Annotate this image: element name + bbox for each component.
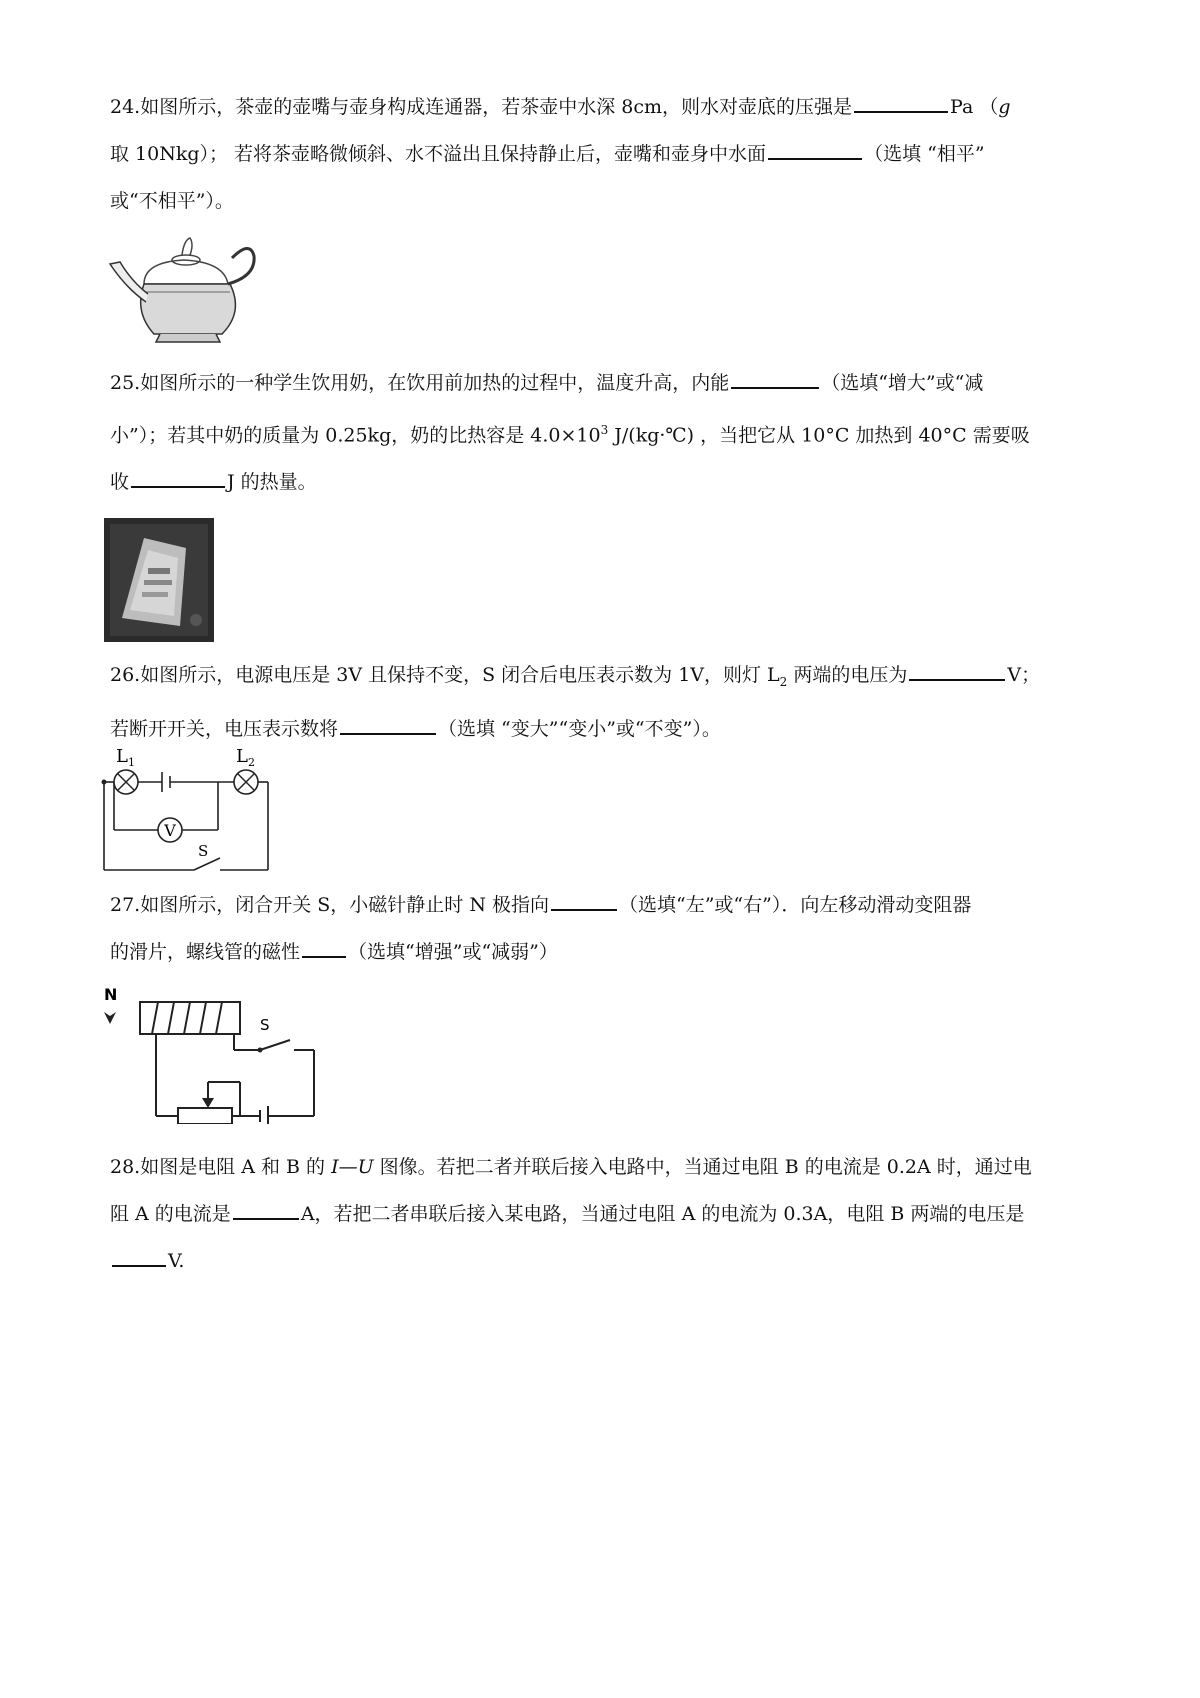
answer-blank <box>233 1196 299 1220</box>
question-26 <box>110 652 1100 753</box>
answer-blank <box>551 887 617 911</box>
answer-blank <box>340 711 436 735</box>
lamp-l1 <box>114 770 138 794</box>
answer-blank <box>768 136 862 160</box>
compass-needle-label: N <box>104 985 118 1004</box>
question-24 <box>110 84 1100 225</box>
q24-line2: 取 10Nkg）； 若将茶壶略微倾斜、水不溢出且保持静止后，壶嘴和壶身中水面 （选填 “相平” <box>110 131 1100 178</box>
q26-line2: 若断开开关，电压表示数将 （选填 “变大”“变小”或“不变”）。 <box>110 706 1100 753</box>
rheostat <box>178 1108 232 1124</box>
question-28 <box>110 1144 1100 1285</box>
switch-label: S <box>198 842 209 860</box>
compass-needle <box>104 1012 116 1024</box>
q27-line1: 27.如图所示，闭合开关 S，小磁针静止时 N 极指向 （选填“左”或“右”）．向左移动滑动变阻器 <box>110 882 1100 929</box>
answer-blank <box>112 1243 166 1267</box>
svg-text:1: 1 <box>128 756 135 769</box>
answer-blank <box>302 934 346 958</box>
question-25 <box>110 360 1100 506</box>
q28-line1: 28.如图是电阻 A 和 B 的 I—U 图像。若把二者并联后接入电路中，当通过电阻 B 的电流是 0.2A 时，通过电 <box>110 1156 1032 1178</box>
lamp-l1-label: L <box>116 746 128 767</box>
milk-bag-photo <box>104 518 214 642</box>
q25-line3: 收 J 的热量。 <box>110 459 1100 506</box>
q26-line1: 26.如图所示，电源电压是 3V 且保持不变，S 闭合后电压表示数为 1V，则灯 $L_2$ 两端的电压为 V； <box>110 652 1100 706</box>
answer-blank <box>854 89 948 113</box>
solenoid <box>140 1002 314 1124</box>
teapot-figure <box>104 222 266 354</box>
svg-text:2: 2 <box>248 756 255 769</box>
switch-label: S <box>260 1016 270 1034</box>
answer-blank <box>131 464 225 488</box>
q25-line1: 25.如图所示的一种学生饮用奶，在饮用前加热的过程中，温度升高，内能 （选填“增大”或“减 <box>110 360 1100 407</box>
answer-blank <box>909 657 1005 681</box>
q28-line2: 阻 A 的电流是 A，若把二者串联后接入某电路，当通过电阻 A 的电流为 0.3A，电阻 B 两端的电压是 <box>110 1191 1100 1238</box>
answer-blank <box>731 365 819 389</box>
q28-line3: V. <box>110 1238 1100 1285</box>
q24-line1: 24.如图所示，茶壶的壶嘴与壶身构成连通器，若茶壶中水深 8cm，则水对壶底的压强是 Pa （g <box>110 84 1100 131</box>
q25-line2: 小”）；若其中奶的质量为 0.25kg，奶的比热容是 $4.0\times 10^3$ J/(kg·℃) ，当把它从 10°C 加热到 40°C 需要吸 <box>110 423 1030 447</box>
series-circuit-figure <box>96 740 276 876</box>
lamp-l2 <box>234 770 258 794</box>
voltmeter-label: V <box>164 821 176 840</box>
question-27 <box>110 882 1100 976</box>
q27-line2: 的滑片，螺线管的磁性 （选填“增强”或“减弱”） <box>110 929 1100 976</box>
q24-line3: 或“不相平”）。 <box>110 190 234 212</box>
lamp-l2-label: L <box>236 746 248 767</box>
solenoid-circuit-figure <box>100 978 330 1124</box>
